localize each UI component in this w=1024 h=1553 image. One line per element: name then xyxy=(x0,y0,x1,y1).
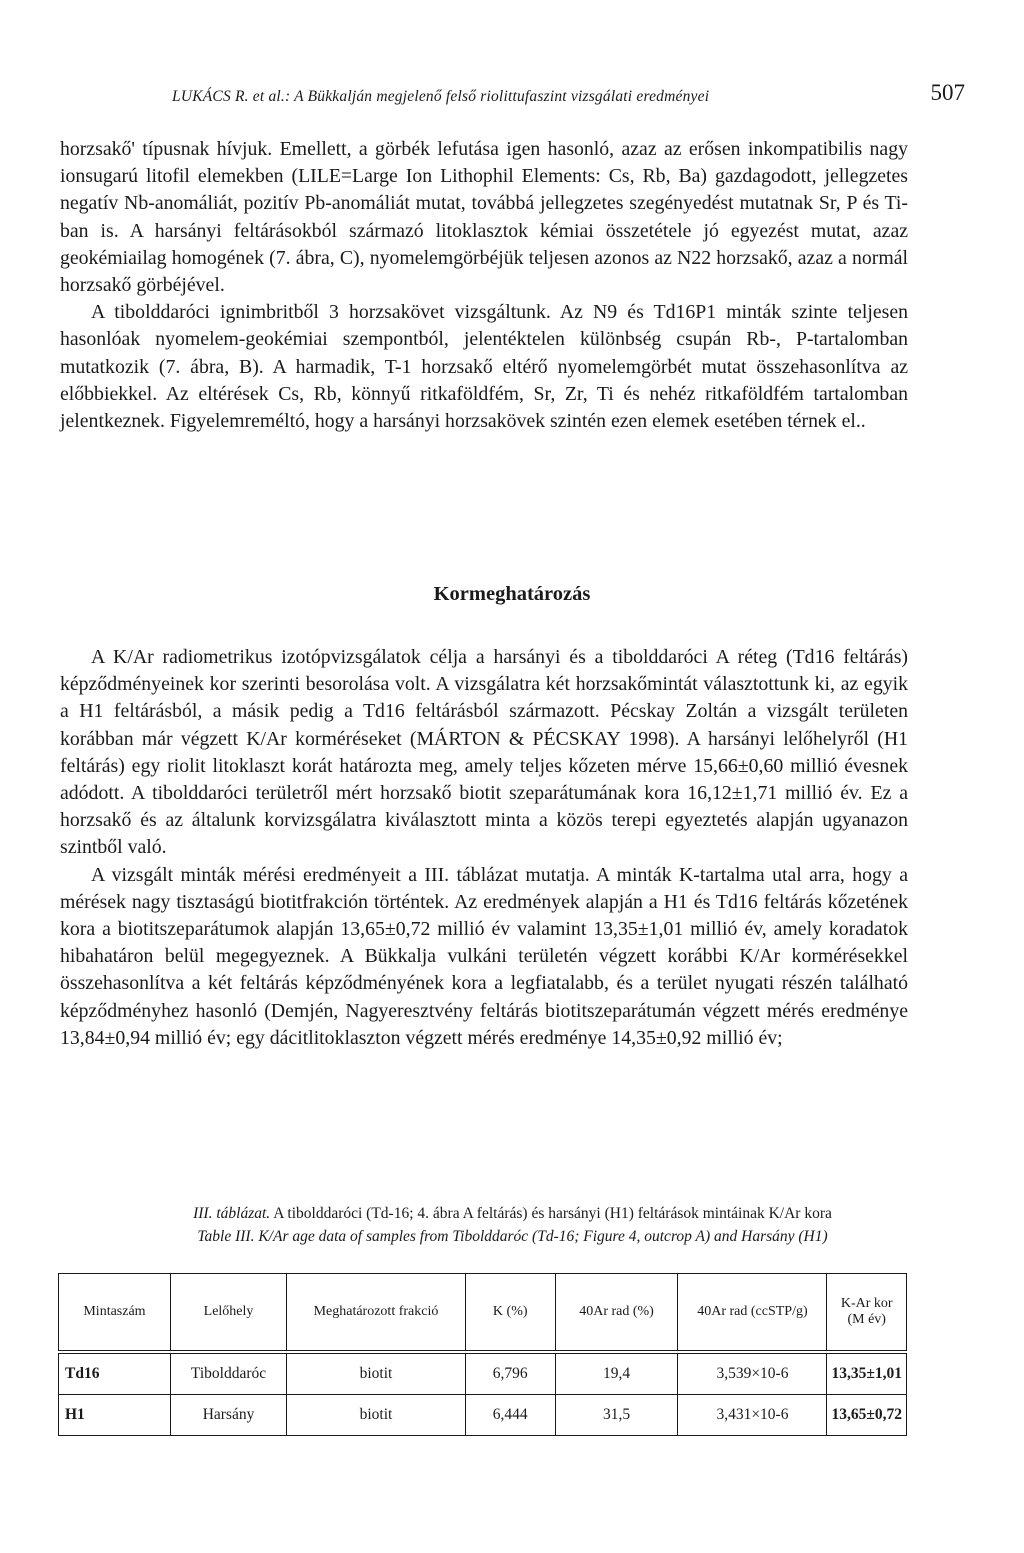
cell-k: 6,796 xyxy=(465,1352,555,1395)
body-section-2 xyxy=(60,644,908,1052)
body-section-1 xyxy=(60,136,908,435)
table-caption-en-text: Table III. K/Ar age data of samples from Tibolddaróc (Td-16; Figure 4, outcrop A) and Harsány (H1) xyxy=(197,1228,828,1245)
paragraph-4: A vizsgált minták mérési eredményeit a III. táblázat mutatja. A minták K-tartalma utal arra, hogy a mérések nagy tisztaságú biotitfrakción történtek. Az eredmények alapján a H1 és Td16 feltárás kőzetének kora a biotitszeparátumok alapján 13,65±0,72 millió év valamint 13,35±1,01 millió év, amely koradatok hibahatáron belül megegyeznek. A Bükkalja vulkáni területén végzett korábbi K/Ar kormérésekkel összehasonlítva a két feltárás képződményének kora a legfiatalabb, és a terület nyugati részén található képződményhez hasonló (Demjén, Nagyeresztvény feltárás biotitszeparátumán végzett mérés eredménye 13,84±0,94 millió év; egy dácitlitoklaszton végzett mérés eredménye 14,35±0,92 millió év; xyxy=(60,863,908,1049)
cell-k: 6,444 xyxy=(465,1395,555,1436)
cell-sample: H1 xyxy=(59,1395,171,1436)
header-lelohely: Lelőhely xyxy=(170,1274,286,1353)
kar-age-table xyxy=(58,1273,907,1436)
cell-fraction: biotit xyxy=(287,1352,466,1395)
cell-ar-ccstp: 3,539×10-6 xyxy=(678,1352,827,1395)
paragraph-1: horzsakő' típusnak hívjuk. Emellett, a görbék lefutása igen hasonló, azaz az erősen inkompatibilis nagy ionsugarú litofil elemekben (LILE=Large Ion Lithophil Elements: Cs, Rb, Ba) gazdagodott, jellegzetes negatív Nb-anomáliát, pozitív Pb-anomáliát mutat, továbbá jellegzetes szegényedést mutatnak Sr, P és Ti-ban is. A harsányi feltárásokból származó litoklasztok kémiai összetétele jó egyezést mutat, azaz geokémiailag homogének (7. ábra, C), nyomelemgörbéjük teljesen azonos az N22 horzsakő, azaz a normál horzsakő görbéjével. xyxy=(60,138,908,297)
table-caption-english xyxy=(60,1226,965,1248)
cell-sample: Td16 xyxy=(59,1352,171,1395)
table-header-row xyxy=(59,1274,907,1353)
table-caption-hu-text: A tibolddaróci (Td-16; 4. ábra A feltárás) és harsányi (H1) feltárások mintáinak K/Ar kora xyxy=(270,1205,832,1222)
table-caption-label: III. táblázat. xyxy=(193,1205,271,1222)
header-ar-rad-ccstp: 40Ar rad (ccSTP/g) xyxy=(678,1274,827,1353)
cell-ar-ccstp: 3,431×10-6 xyxy=(678,1395,827,1436)
header-frakcio: Meghatározott frakció xyxy=(287,1274,466,1353)
cell-fraction: biotit xyxy=(287,1395,466,1436)
cell-location: Tibolddaróc xyxy=(170,1352,286,1395)
cell-location: Harsány xyxy=(170,1395,286,1436)
cell-age: 13,35±1,01 xyxy=(827,1352,907,1395)
table-row xyxy=(59,1352,907,1395)
header-kar-kor: K-Ar kor (M év) xyxy=(827,1274,907,1353)
header-mintaszam: Mintaszám xyxy=(59,1274,171,1353)
table-row xyxy=(59,1395,907,1436)
cell-ar-percent: 31,5 xyxy=(555,1395,678,1436)
paragraph-3: A K/Ar radiometrikus izotópvizsgálatok célja a harsányi és a tibolddaróci A réteg (Td16 feltárás) képződményeinek kor szerinti besorolása volt. A vizsgálatra két horzsakőmintát választottunk ki, az egyik a H1 feltárásból, a másik pedig a Td16 feltárásból származott. Pécskay Zoltán a vizsgált területen korábban már végzett K/Ar korméréseket (MÁRTON & PÉCSKAY 1998). A harsányi lelőhelyről (H1 feltárás) egy riolit litoklaszt korát határozta meg, amely teljes kőzeten mérve 15,66±0,60 millió évesnek adódott. A tibolddaróci területről mért horzsakő biotit szeparátumának kora 16,12±1,71 millió év. Ez a horzsakő és az általunk korvizsgálatra kiválasztott minta a közös terepi egyeztetés alapján ugyanazon szintből való. xyxy=(60,646,908,859)
header-k-percent: K (%) xyxy=(465,1274,555,1353)
cell-age: 13,65±0,72 xyxy=(827,1395,907,1436)
table-caption-hungarian xyxy=(60,1203,965,1225)
cell-ar-percent: 19,4 xyxy=(555,1352,678,1395)
page-number: 507 xyxy=(930,80,965,105)
section-title: Kormeghatározás xyxy=(433,583,591,605)
running-header xyxy=(60,80,965,116)
paragraph-2: A tibolddaróci ignimbritből 3 horzsakövet vizsgáltunk. Az N9 és Td16P1 minták szinte teljesen hasonlóak nyomelem-geokémiai szempontból, jelentéktelen különbség csupán Rb-, P-tartalomban mutatkozik (7. ábra, B). A harmadik, T-1 horzsakő eltérő nyomelemgörbét mutat összehasonlítva az előbbiekkel. Az eltérések Cs, Rb, könnyű ritkaföldfém, Sr, Zr, Ti és nehéz ritkaföldfém tartalomban jelentkeznek. Figyelemreméltó, hogy a harsányi horzsakövek szintén ezen elemek esetében térnek el.. xyxy=(60,301,908,433)
header-ar-rad-percent: 40Ar rad (%) xyxy=(555,1274,678,1353)
running-title: LUKÁCS R. et al.: A Bükkalján megjelenő felső riolittufaszint vizsgálati eredményei xyxy=(172,88,710,105)
